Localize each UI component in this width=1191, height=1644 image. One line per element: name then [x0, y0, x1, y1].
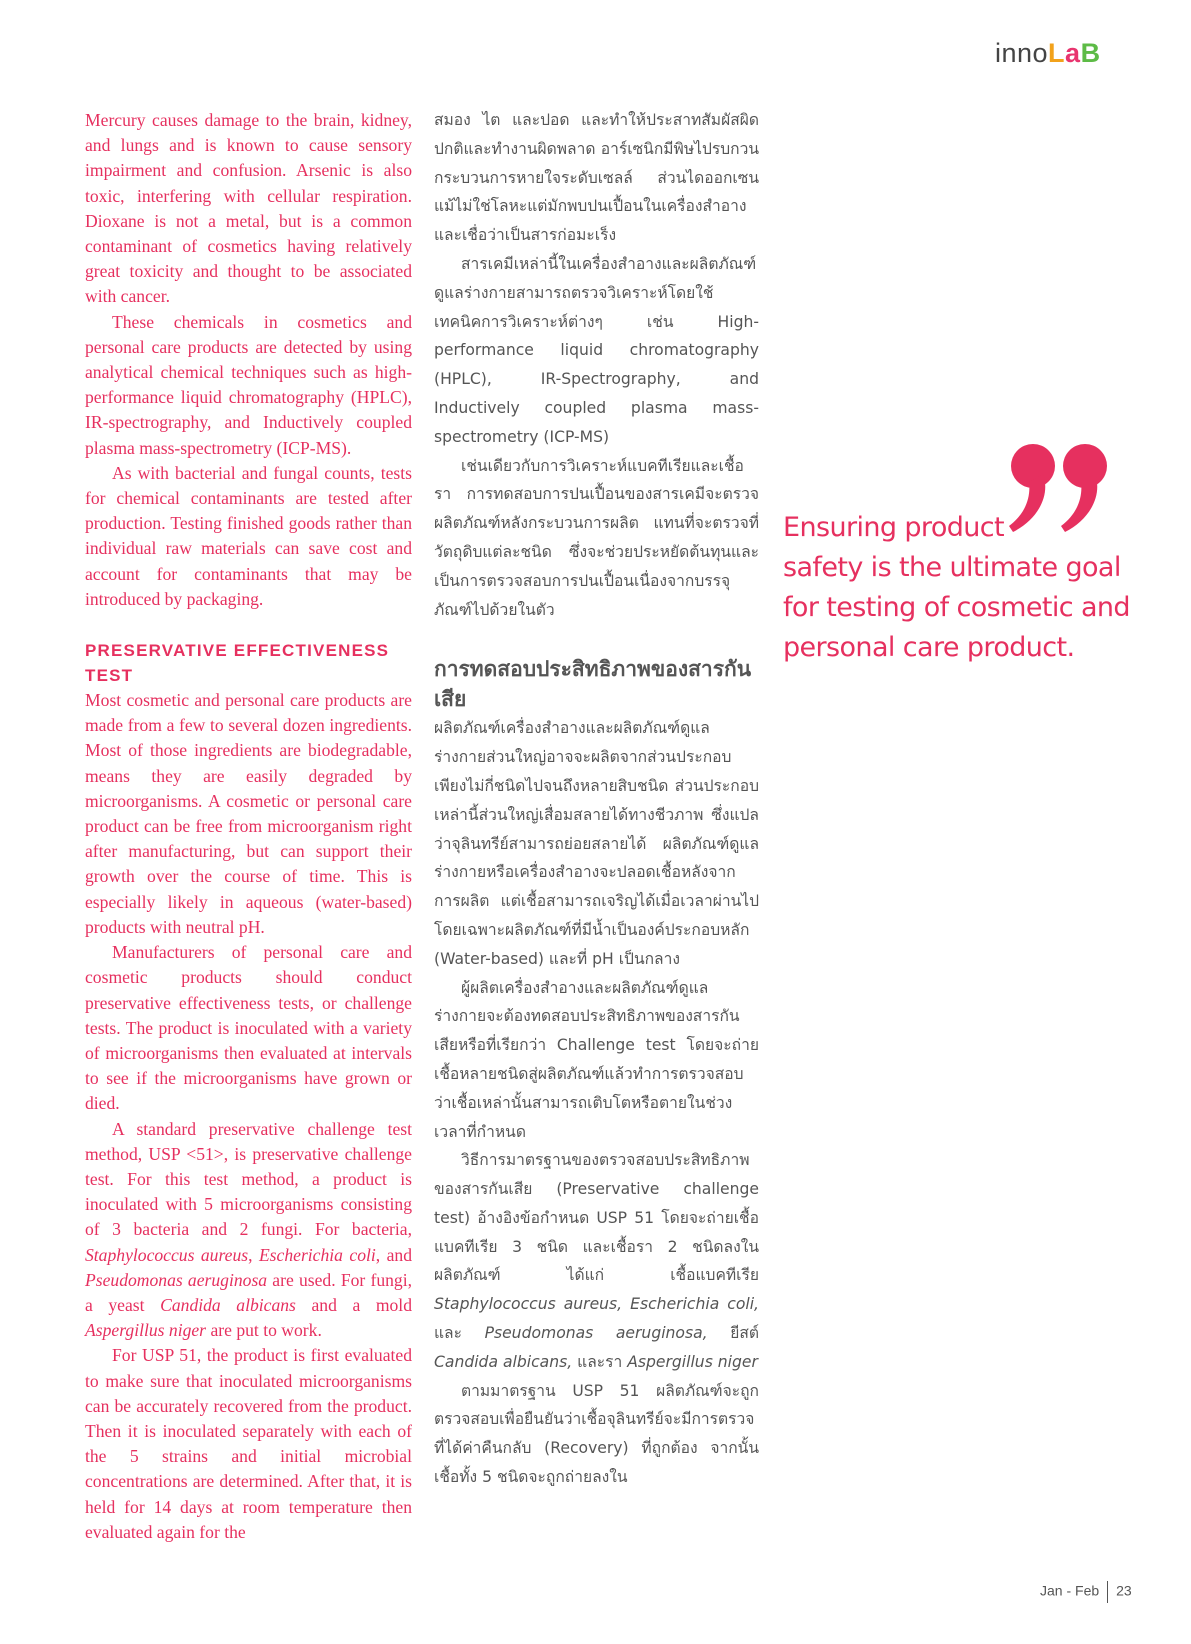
- en-paragraph-6: A standard preservative challenge test method, USP <51>, is preservative challenge test. For this test method, a product is inoculated with 5 microorganisms consisting of 3 bacteria and 2 fungi. For bacteria, Staphylococcus aureus, Escherichia coli, and Pseudomonas aeruginosa are used. For fungi, a yeast Candida albicans and a mold Aspergillus niger are put to work.: [85, 1118, 413, 1341]
- en-paragraph-2: These chemicals in cosmetics and personal care products are detected by using analytical chemical techniques such as high-performance liquid chromatography (HPLC), IR-spectrography, and Inductively coupled plasma mass-spectrometry (ICP-MS).: [85, 311, 412, 458]
- issue-label: Jan - Feb: [1040, 1582, 1100, 1599]
- organism-name: Staphylococcus aureus, Escherichia coli,: [434, 1295, 759, 1314]
- pull-quote-line: safety is the ultimate goal: [783, 552, 1121, 583]
- en-paragraph-5: Manufacturers of personal care and cosmetic products should conduct preservative effectiveness tests, or challenge tests. The product is inoculated with a variety of microorganisms then evaluated at intervals to see if the microorganisms have grown or died.: [85, 942, 412, 1114]
- th-section-heading: การทดสอบประสิทธิภาพของสารกันเสีย: [434, 657, 752, 712]
- organism-name: Candida albicans: [160, 1294, 296, 1315]
- english-column: [85, 108, 412, 1545]
- pull-quote-line: for testing of cosmetic and: [783, 592, 1130, 623]
- th-paragraph-6: วิธีการมาตรฐานของตรวจสอบประสิทธิภาพของสารกันเสีย (Preservative challenge test) อ้างอิงข้อกำหนด USP 51 โดยจะถ่ายเชื้อแบคทีเรีย 3 ชนิด และเชื้อรา 2 ชนิดลงในผลิตภัณฑ์ ได้แก่ เชื้อแบคทีเรีย Staphylococcus aureus, Escherichia coli, และ Pseudomonas aeruginosa, ยีสต์ Candida albicans, และรา Aspergillus niger: [434, 1151, 759, 1371]
- en-paragraph-4: Most cosmetic and personal care products are made from a few to several dozen ingredients. Most of those ingredients are biodegradable, means they are easily degraded by microorganisms. A cosmetic or personal care product can be free from microorganism right after manufacturing, but can support their growth over the course of time. This is especially likely in aqueous (water-based) products with neutral pH.: [85, 690, 412, 937]
- pull-quote-line: Ensuring product: [783, 512, 1005, 543]
- thai-column: [434, 106, 759, 1492]
- th-paragraph-3: เช่นเดียวกับการวิเคราะห์แบคทีเรียและเชื้อรา การทดสอบการปนเปื้อนของสารเคมีจะตรวจผลิตภัณฑ์หลังกระบวนการผลิต แทนที่จะตรวจที่วัตถุดิบแต่ละชนิด ซึ่งจะช่วยประหยัดต้นทุนและเป็นการตรวจสอบการปนเปื้อนเนื่องจากบรรจุภัณฑ์ไปด้วยในตัว: [434, 456, 759, 619]
- organism-name: Aspergillus niger: [627, 1352, 758, 1371]
- organism-name: Staphylococcus aureus: [85, 1244, 249, 1265]
- organism-name: Pseudomonas aeruginosa,: [484, 1324, 708, 1343]
- organism-name: Aspergillus niger: [85, 1320, 207, 1341]
- organism-name: Escherichia coli: [258, 1244, 376, 1265]
- organism-name: Candida albicans,: [434, 1352, 573, 1371]
- en-paragraph-1: Mercury causes damage to the brain, kidney, and lungs and is known to cause sensory impairment and confusion. Arsenic is also toxic, interfering with cellular respiration. Dioxane is not a metal, but is a common contaminant of cosmetics having relatively great toxicity and thought to be associated with cancer.: [85, 110, 412, 307]
- th-paragraph-4: ผลิตภัณฑ์เครื่องสำอางและผลิตภัณฑ์ดูแลร่างกายส่วนใหญ่อาจจะผลิตจากส่วนประกอบเพียงไม่กี่ชนิดไปจนถึงหลายสิบชนิด ส่วนประกอบเหล่านี้ส่วนใหญ่เสื่อมสลายได้ทางชีวภาพ ซึ่งแปลว่าจุลินทรีย์สามารถย่อยสลายได้ ผลิตภัณฑ์ดูแลร่างกายหรือเครื่องสำอางจะปลอดเชื้อหลังจากการผลิต แต่เชื้อสามารถเจริญได้เมื่อเวลาผ่านไป โดยเฉพาะผลิตภัณฑ์ที่มีน้ำเป็นองค์ประกอบหลัก (Water-based) และที่ pH เป็นกลาง: [434, 719, 759, 968]
- th-paragraph-1: สมอง ไต และปอด และทำให้ประสาทสัมผัสผิดปกติและทำงานผิดพลาด อาร์เซนิกมีพิษไปรบกวนกระบวนการหายใจระดับเซลล์ ส่วนไดออกเซนแม้ไม่ใช่โลหะแต่มักพบปนเปื้อนในเครื่องสำอางและเชื่อว่าเป็นสารก่อมะเร็ง: [434, 111, 759, 245]
- pull-quote-line: personal care product.: [783, 632, 1075, 663]
- innolab-logo: innoLaB: [995, 38, 1101, 68]
- en-paragraph-7: For USP 51, the product is first evaluated to make sure that inoculated microorganisms can be accurately recovered from the product. Then it is inoculated separately with each of the 5 strains and initial microbial concentrations are determined. After that, it is held for 14 days at room temperature then evaluated again for the: [85, 1345, 412, 1542]
- organism-name: Pseudomonas aeruginosa: [85, 1269, 268, 1290]
- th-paragraph-7: ตามมาตรฐาน USP 51 ผลิตภัณฑ์จะถูกตรวจสอบเพื่อยืนยันว่าเชื้อจุลินทรีย์จะมีการตรวจที่ได้ค่าคืนกลับ (Recovery) ที่ถูกต้อง จากนั้นเชื้อทั้ง 5 ชนิดจะถูกถ่ายลงใน: [434, 1381, 759, 1487]
- pull-quote: [783, 508, 1130, 668]
- footer-divider: [1107, 1581, 1108, 1603]
- th-paragraph-5: ผู้ผลิตเครื่องสำอางและผลิตภัณฑ์ดูแลร่างกายจะต้องทดสอบประสิทธิภาพของสารกันเสียหรือที่เรียกว่า Challenge test โดยจะถ่ายเชื้อหลายชนิดสู่ผลิตภัณฑ์แล้วทำการตรวจสอบว่าเชื้อเหล่านั้นสามารถเติบโตหรือตายในช่วงเวลาที่กำหนด: [434, 978, 759, 1141]
- en-paragraph-3: As with bacterial and fungal counts, tests for chemical contaminants are tested after production. Testing finished goods rather than individual raw materials can save cost and account for contaminants that may be introduced by packaging.: [85, 462, 412, 609]
- en-section-heading: PRESERVATIVE EFFECTIVENESS TEST: [85, 641, 390, 686]
- page-footer: [1040, 1581, 1132, 1603]
- page-number: 23: [1116, 1582, 1132, 1599]
- th-paragraph-2: สารเคมีเหล่านี้ในเครื่องสำอางและผลิตภัณฑ์ดูแลร่างกายสามารถตรวจวิเคราะห์โดยใช้เทคนิคการวิเคราะห์ต่างๆ เช่น High-performance liquid chromatography (HPLC), IR-Spectrography, and Inductively coupled plasma mass-spectrometry (ICP-MS): [434, 254, 759, 446]
